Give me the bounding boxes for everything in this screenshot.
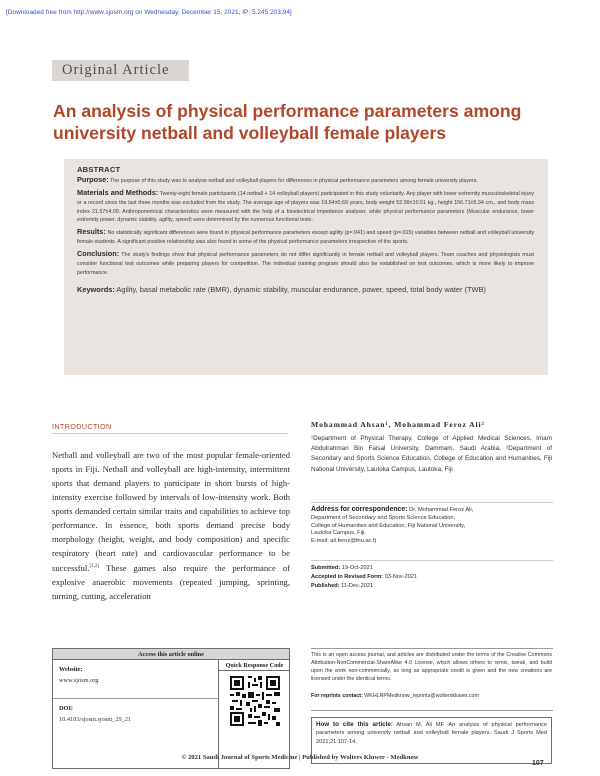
- reprints-contact: [311, 693, 552, 699]
- correspondence-name: Dr. Mohammad Feroz Ali,: [409, 507, 474, 513]
- article-type-label: [52, 60, 189, 81]
- divider: [53, 698, 218, 699]
- qr-code-icon[interactable]: [230, 676, 280, 726]
- reprints-label: For reprints contact:: [311, 693, 363, 699]
- intro-text: Netball and volleyball are two of the most popular female-oriented sports in Fiji. Netball and volleyball are high-intensity, intermittent sports that demand players to participate in short bursts of high-intensity exercise followed by intervals of low-intensity work. Both sports demanded certain similar traits and capabilities to achieve top performance. In essence, both sports demand precise body morphology (height, weight, and body composition) and specific respiratory (heart rate) and cardiovascular performance to be successful.: [52, 450, 290, 574]
- published-date: 11-Dec-2021: [341, 582, 374, 589]
- correspondence-email[interactable]: E-mail: ali.feroz@fnu.ac.fj: [311, 538, 376, 545]
- intro-text-continued: These games also require the performance of explosive anaerobic movements (repeated jumping, sprinting, turning, cutting, acceleration: [52, 563, 290, 602]
- abstract-conclusion: [77, 250, 534, 278]
- submitted-label: Submitted:: [311, 565, 341, 571]
- page-footer: © 2021 Saudi Journal of Sports Medicine | Published by Wolters Kluwer - Medknow: [181, 754, 419, 761]
- doi-link[interactable]: 10.4103/sjosm.sjosm_29_21: [59, 716, 132, 723]
- purpose-label: Purpose:: [77, 175, 109, 184]
- results-text: No statistically significant differences were found in physical performance parameters except agility (p=.041) and speed (p=.015) variables between netball and volleyball university female students. A significant positive relationship was also found in some of the physical performance parameters irrespective of the sports.: [77, 230, 534, 246]
- article-type-text: Original Article: [62, 62, 170, 78]
- doi-label: DOI:: [59, 705, 73, 712]
- correspondence-label: Address for correspondence:: [311, 506, 408, 513]
- revised-date: 03-Nov-2021: [384, 573, 418, 580]
- article-dates: [311, 564, 417, 590]
- introduction-heading: INTRODUCTION: [52, 422, 112, 431]
- license-notice: This is an open access journal, and articles are distributed under the terms of the Creative Commons Attribution-NonCommercial-ShareAlike 4.0 License, which allows others to remix, tweak, and build upon the work non-commercially, as long as appropriate credit is given and the new creations are licensed under the identical terms.: [311, 652, 552, 682]
- results-label: Results:: [77, 227, 106, 237]
- article-title: An analysis of physical performance parameters among university netball and volleyball female players: [53, 101, 522, 143]
- access-title: Access this article online: [53, 649, 289, 660]
- author-affiliations: ¹Department of Physical Therapy, College of Applied Medical Sciences, Imam Abdulrahman Bin Faisal University, Dammam, Saudi Arabia, ²Department of Secondary and Sports Science Education, College of Education and Humanities, Fiji National University, Lautoka Campus, Lautoka, Fiji: [311, 435, 552, 473]
- conclusion-text: The study's findings show that physical performance parameters do not differ significantly in female netball and volleyball players. Team coaches and physiologists must consider functional test outcomes while preparing players for competition. The individual training program should also be established on test outcomes, which is more likely to improve performance.: [77, 251, 535, 276]
- divider: [311, 560, 553, 561]
- revised-label: Accepted in Revised Form:: [311, 573, 384, 580]
- published-label: Published:: [311, 582, 340, 589]
- methods-text: Twenty-eight female participants (14 netball + 14 volleyball players) participated in this study voluntarily. Any player with lower extremity musculoskeletal injury or a record since the last three months was excluded from the study. The average age of players was 19.54±0.69 years, body weight 52.99±10.51 kg., height 156.71±5.34 cm., and body mass index 21.57±4.09. Anthropometrical characteristics were measured with the help of a bioelectrical impedance analyser, while physical performance parameters (Muscular endurance, lower extremity power, dynamic stability, agility, speed) were determined by the numerous functional tests.: [77, 190, 534, 224]
- submitted-date: 19-Oct-2021: [341, 565, 373, 571]
- correspondence-line: Department of Secondary and Sports Science Education,: [311, 514, 456, 521]
- how-to-cite-label: How to cite this article:: [316, 721, 393, 728]
- author-list: Mohammad Ahsan¹, Mohammad Feroz Ali²: [311, 420, 485, 429]
- abstract-keywords: [77, 285, 534, 296]
- correspondence-address: [311, 506, 552, 546]
- correspondence-line: Lautoka Campus, Fiji.: [311, 530, 367, 537]
- qr-panel: [218, 660, 290, 768]
- purpose-text: The purpose of this study was to analyse netball and volleyball players for differences in physical performance parameters among female university players.: [110, 178, 478, 184]
- keywords-text: Agility, basal metabolic rate (BMR), dynamic stability, muscular endurance, power, speed, total body water (TWB): [116, 285, 486, 295]
- how-to-cite-text: Ahsan M, Ali MF. An analysis of physical performance parameters among university netball and volleyball female players. Saudi J Sports Med 2021;21:107-14.: [316, 722, 547, 745]
- website-link[interactable]: www.sjosm.org: [59, 677, 99, 684]
- introduction-body: [52, 448, 290, 603]
- qr-label: Quick Response Code: [219, 660, 290, 671]
- divider: [52, 433, 288, 434]
- abstract-box: [64, 159, 548, 375]
- website-label: Website:: [59, 666, 83, 673]
- divider: [311, 502, 553, 503]
- abstract-methods: [77, 189, 534, 225]
- abstract-heading: ABSTRACT: [77, 165, 121, 174]
- access-info: [53, 660, 218, 768]
- access-online-box: [52, 648, 290, 769]
- download-banner: [Downloaded free from http://www.sjosm.org on Wednesday, December 15, 2021, IP: 5.245.203.94]: [6, 9, 292, 16]
- methods-label: Materials and Methods:: [77, 187, 159, 197]
- abstract-purpose: [77, 176, 534, 186]
- divider: [311, 710, 553, 711]
- divider: [311, 648, 553, 649]
- citation-ref[interactable]: [1,2]: [89, 564, 100, 570]
- keywords-label: Keywords:: [77, 285, 115, 295]
- conclusion-label: Conclusion:: [77, 248, 120, 258]
- page-number: 107: [532, 760, 544, 767]
- correspondence-line: College of Humanities and Education, Fiji National University,: [311, 522, 466, 529]
- abstract-results: [77, 228, 534, 247]
- reprints-email[interactable]: WKHLRPMedknow_reprints@wolterskluwer.com: [364, 693, 479, 699]
